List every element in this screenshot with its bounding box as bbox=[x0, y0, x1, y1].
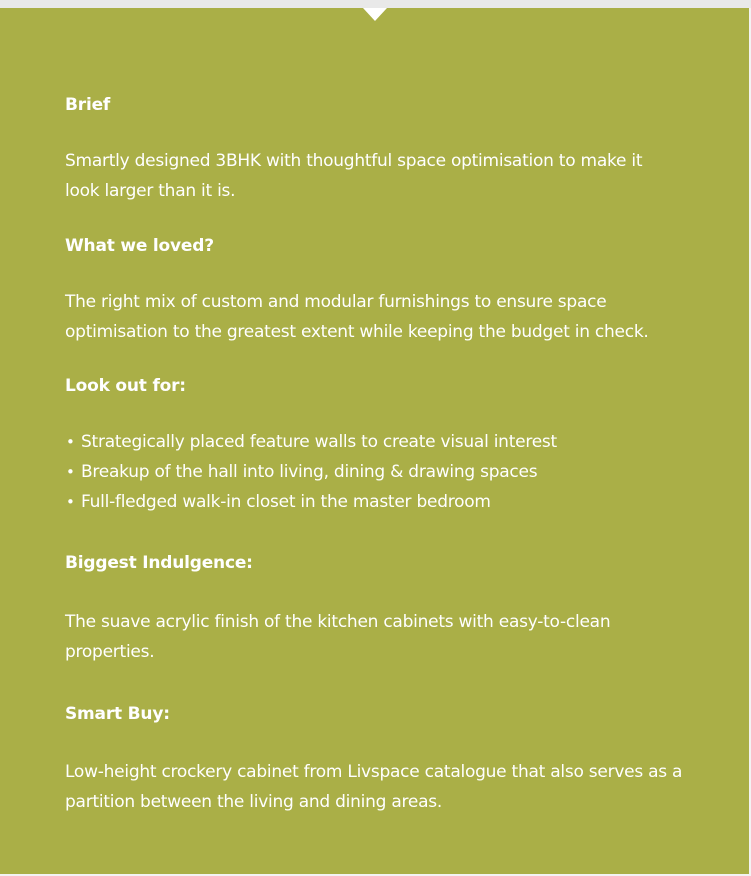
smart-buy-text: Low-height crockery cabinet from Livspace catalogue that also serves as a partition between the living and dining areas. bbox=[65, 762, 683, 812]
bullet-icon: • bbox=[66, 463, 75, 481]
bullet-icon: • bbox=[66, 493, 75, 511]
top-strip bbox=[0, 0, 751, 8]
look-out-heading: Look out for: bbox=[65, 376, 186, 396]
indulgence-heading: Biggest Indulgence: bbox=[65, 553, 253, 573]
smart-buy-heading: Smart Buy: bbox=[65, 704, 170, 724]
bullet-icon: • bbox=[66, 433, 75, 451]
brief-heading: Brief bbox=[65, 95, 111, 115]
loved-text: The right mix of custom and modular furnishings to ensure space optimisation to the greatest extent while keeping the budget in check. bbox=[65, 292, 649, 342]
look-out-list bbox=[65, 427, 705, 517]
indulgence-text: The suave acrylic finish of the kitchen cabinets with easy-to-clean properties. bbox=[65, 612, 611, 662]
pointer-notch-icon bbox=[363, 8, 387, 21]
list-item: • Full-fledged walk-in closet in the master bedroom bbox=[65, 487, 705, 517]
list-item: • Breakup of the hall into living, dining & drawing spaces bbox=[65, 457, 705, 487]
loved-heading: What we loved? bbox=[65, 236, 214, 256]
brief-text: Smartly designed 3BHK with thoughtful space optimisation to make it look larger than it is. bbox=[65, 151, 643, 201]
list-item: • Strategically placed feature walls to create visual interest bbox=[65, 427, 705, 457]
